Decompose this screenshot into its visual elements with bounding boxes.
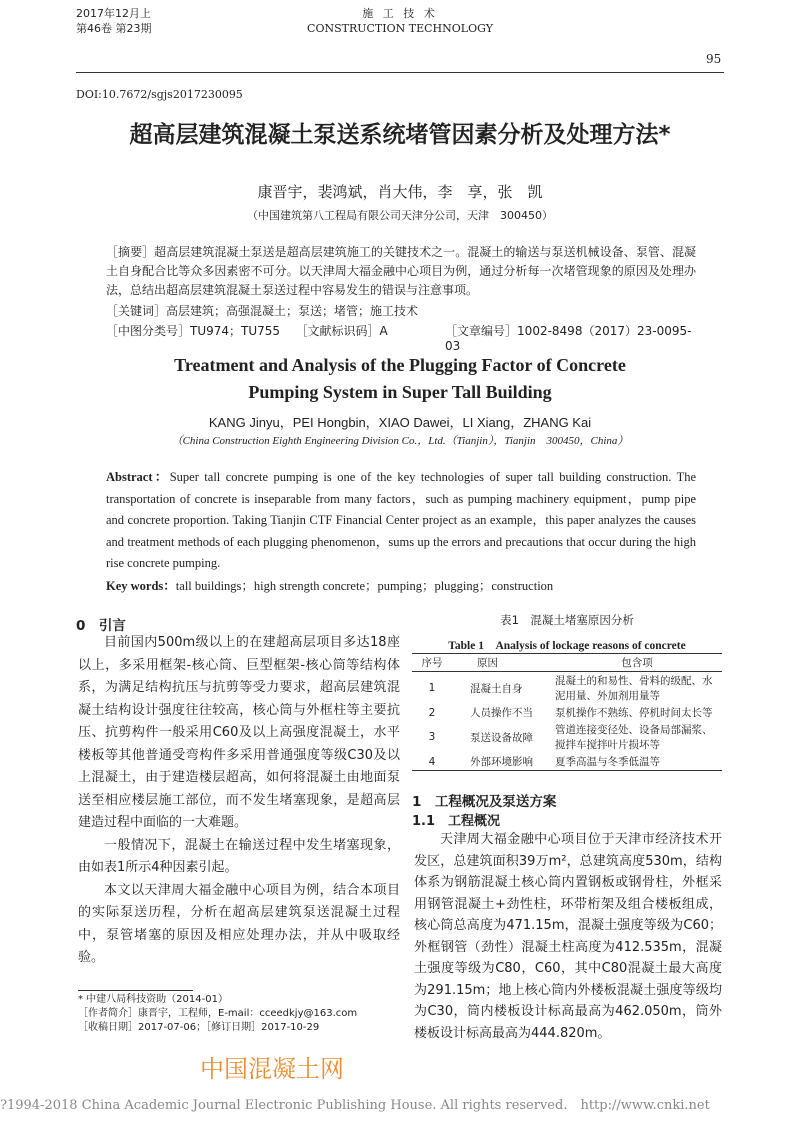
title-cn: 超高层建筑混凝土泵送系统堵管因素分析及处理方法* — [129, 122, 671, 148]
paragraph: 天津周大福金融中心项目位于天津市经济技术开发区，总建筑面积39万m²，总建筑高度530m，结构体系为钢筋混凝土核心筒内置钢板或钢骨柱，外框采用钢管混凝土+劲性柱，环带桁架及组合楼板组成，核心筒总高度为471.15m，混凝土强度等级为C60；外框钢管（劲性）混凝土柱高度为412.535m，混凝土强度等级为C80，C60，其中C80混凝土最大高度为291.15m；地上核心筒内外楼板混凝土强度等级均为C30，筒内楼板设计标高最高为462.050m，筒外楼板设计标高最高为444.820m。 — [414, 832, 722, 1041]
keywords-cn: ［关键词］高层建筑；高强混凝土；泵送；堵管；施工技术 — [106, 304, 419, 318]
abstract-en-text: Super tall concrete pumping is one of the key technologies of super tall building construction. The transportation of concrete is inseparable from many factors，such as pumping machinery equipment，pump pipe and concrete proportion. Taking Tianjin CTF Financial Center project as an example，this paper analyzes the causes and treatment methods of each plugging phenomenon，sums up the errors and precautions that occur during the high rise concrete pumping. — [106, 470, 696, 570]
keywords-en-label: Key words： — [106, 579, 176, 593]
title-en-line1: Treatment and Analysis of the Plugging Factor of Concrete — [174, 355, 626, 375]
cell: 4 — [428, 755, 436, 768]
cell: 外部环境影响 — [470, 756, 533, 768]
left-column — [78, 632, 400, 970]
section-1-1-heading: 1.1 工程概况 — [412, 814, 501, 829]
doi: DOI:10.7672/sgjs2017230095 — [76, 88, 243, 101]
table-row — [412, 672, 722, 705]
col-header: 原因 — [477, 657, 498, 669]
paragraph: 一般情况下，混凝土在输送过程中发生堵塞现象，由如表1所示4种因素引起。 — [78, 837, 400, 875]
footnote-funding: * 中建八局科技资助（2014-01） — [78, 994, 228, 1005]
cell: 管道连接变径处、设备局部漏浆、搅拌车搅拌叶片损坏等 — [555, 724, 713, 751]
cell: 混凝土自身 — [470, 682, 523, 695]
watermark-logo: 中国混凝土网 — [200, 1055, 344, 1083]
cell: 1 — [428, 682, 436, 694]
footnote-dates: ［收稿日期］2017-07-06；［修订日期］2017-10-29 — [78, 1022, 320, 1033]
table-caption-cn: 表1 混凝土堵塞原因分析 — [500, 613, 634, 627]
clc-number: ［中图分类号］TU974；TU755 — [106, 324, 281, 338]
page-number: 95 — [706, 52, 722, 66]
section-0-heading: 0 引言 — [76, 618, 126, 634]
issue-info — [76, 6, 152, 36]
footnote-author: ［作者简介］康晋宇，工程师，E-mail：cceedkjy@163.com — [78, 1008, 358, 1019]
header-rule — [76, 72, 724, 73]
paragraph: 本文以天津周大福金融中心项目为例，结合本项目的实际泵送历程，分析在超高层建筑泵送混凝土过程中，泵管堵塞的原因及相应处理办法，并从中吸取经验。 — [78, 882, 400, 965]
article-number: ［文章编号］1002-8498（2017）23-0095-03 — [445, 324, 692, 353]
title-en — [0, 352, 800, 406]
copyright-notice: ?1994-2018 China Academic Journal Electronic Publishing House. All rights reserved. http://www.cnki.net — [0, 1098, 710, 1113]
keywords-en-text: tall buildings；high strength concrete；pumping；plugging；construction — [175, 579, 554, 593]
journal-name — [250, 6, 550, 36]
cell: 2 — [428, 706, 436, 719]
cell: 夏季高温与冬季低温等 — [555, 756, 660, 768]
journal-en: CONSTRUCTION TECHNOLOGY — [307, 22, 493, 35]
cell: 混凝土的和易性、骨料的级配、水泥用量、外加剂用量等 — [555, 675, 713, 702]
title-en-line2: Pumping System in Super Tall Building — [248, 382, 552, 402]
footnotes — [78, 993, 357, 1035]
cell: 泵机操作不熟练、停机时间太长等 — [555, 707, 713, 719]
document-code: ［文献标识码］A — [295, 324, 388, 338]
cell: 3 — [428, 731, 436, 743]
affiliation-en: （China Construction Eighth Engineering Division Co.，Ltd.（Tianjin），Tianjin 300450，China） — [171, 435, 629, 447]
abstract-cn: ［摘要］超高层建筑混凝土泵送是超高层建筑施工的关键技术之一。混凝土的输送与泵送机械设备、泵管、混凝土自身配合比等众多因素密不可分。以天津周大福金融中心项目为例，通过分析每一次堵管现象的原因及处理办法，总结出超高层建筑混凝土泵送过程中容易发生的错误与注意事项。 — [106, 245, 696, 297]
table-caption-en: Table 1 Analysis of lockage reasons of concrete — [448, 640, 686, 652]
table-row — [412, 704, 722, 721]
affiliation-cn: （中国建筑第八工程局有限公司天津分公司，天津 300450） — [247, 209, 553, 222]
table-row — [412, 721, 722, 753]
journal-cn: 施 工 技 术 — [362, 7, 438, 20]
abstract-en-label: Abstract： — [106, 470, 170, 484]
reasons-table — [412, 653, 722, 771]
section-1-heading: 1 工程概况及泵送方案 — [412, 794, 557, 810]
right-column — [414, 829, 722, 1044]
issue-line2: 第46卷 第23期 — [76, 22, 152, 35]
table-row — [412, 753, 722, 771]
authors-cn: 康晋宇，裴鸿斌，肖大伟，李 享，张 凯 — [257, 183, 543, 201]
abstract-en — [106, 467, 696, 575]
footnote-rule — [78, 990, 193, 991]
col-header: 包含项 — [621, 657, 653, 669]
cell: 人员操作不当 — [470, 707, 533, 719]
cell: 泵送设备故障 — [470, 731, 533, 744]
paragraph: 目前国内500m级以上的在建超高层项目多达18座以上，多采用框架-核心筒、巨型框架-核心筒等结构体系，为满足结构抗压与抗剪等受力要求，超高层建筑混凝土结构设计强度往往较高，核心筒与外框柱等主要抗压、抗剪构件一般采用C60及以上高强度混凝土，水平楼板等其他普通受弯构件多采用普通强度等级C30及以上混凝土，由于建造楼层超高，如何将混凝土由地面泵送至相应楼层施工部位，而不发生堵塞现象，是超高层建造过程中面临的一大难题。 — [78, 635, 400, 830]
col-header: 序号 — [421, 657, 443, 669]
authors-en: KANG Jinyu，PEI Hongbin，XIAO Dawei，LI Xiang，ZHANG Kai — [208, 415, 592, 430]
keywords-en — [106, 576, 553, 594]
issue-line1: 2017年12月上 — [76, 7, 151, 20]
